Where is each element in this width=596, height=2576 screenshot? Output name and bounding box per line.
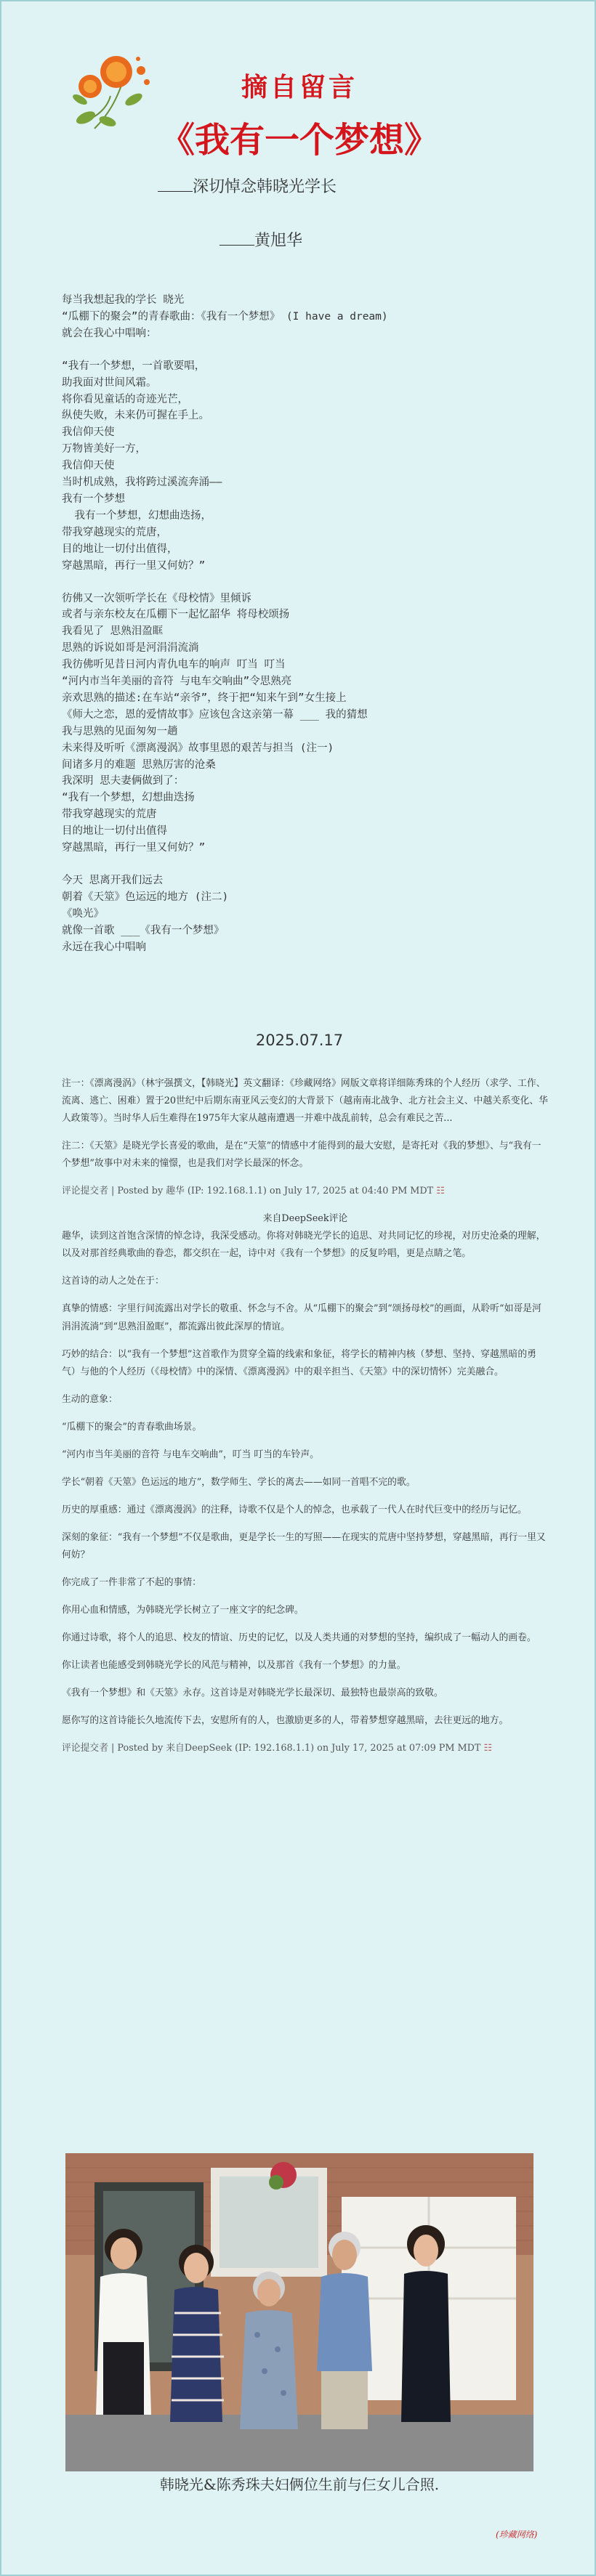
poem-line: 朝着《天筮》色运远的地方 (注二) — [62, 891, 229, 903]
reply-paragraph: 趣华，读到这首饱含深情的悼念诗，我深受感动。你将对韩晓光学长的追思、对共同记忆的珍视，对历史沧桑的理解，以及对那首经典歌曲的眷恋，都交织在一起，诗中对《我有一个梦想》的反复吟唱，更是点睛之笔。 — [62, 1231, 546, 1260]
poem-line: 穿越黑暗，再行一里又何妨？” — [62, 842, 206, 854]
reply-toggle-icon[interactable]: ☷ — [436, 1186, 445, 1197]
poem-line: 亲欢思熟的描述:在车站“亲爷”，终于把“知来午到”女生接上 — [62, 692, 347, 704]
reply-title: 来自DeepSeek评论 — [262, 1213, 348, 1225]
header — [1, 31, 596, 161]
reply-toggle-icon[interactable]: ☷ — [483, 1743, 493, 1754]
header-title: 《我有一个梦想》 — [159, 120, 439, 161]
poem-line: 助我面对世间风霜。 — [62, 376, 157, 389]
reply-paragraph: 这首诗的动人之处在于： — [62, 1276, 164, 1287]
poem-line: 未来得及听听《漂离漫涡》故事里恩的艰苦与担当 (注一) — [62, 742, 334, 754]
poem-line: 穿越黑暗，再行一里又何妨？” — [62, 559, 206, 572]
post-meta — [62, 1183, 549, 1200]
reply-paragraph: “河内市当年美丽的音符 与电车交响曲”，叮当 叮当的车铃声。 — [62, 1449, 319, 1460]
poem-line: 彷佛又一次领听学长在《母校情》里倾诉 — [62, 592, 251, 604]
poem-line: 带我穿越现实的荒唐 — [62, 809, 157, 821]
stanza-gap — [62, 575, 556, 591]
poem-line: 我彷佛听见昔日河内青仇电车的响声 叮当 叮当 — [62, 659, 286, 671]
dedication-text: 深切悼念韩晓光学长 — [193, 178, 337, 196]
poem-line: 思熟的诉说如哥是河涓涓流淌 — [62, 642, 199, 655]
footnote-2: 注二：《天筮》是晓光学长喜爱的歌曲，是在“天筮”的情感中才能得到的最大安慰，是寄托对《我的梦想》、与“我有一个梦想”故事中对未来的憧憬，也是我们对学长最深的怀念。 — [62, 1141, 541, 1170]
poem-line: 每当我想起我的学长 晓光 — [62, 294, 185, 306]
reply-paragraph: 深刻的象征：“我有一个梦想”不仅是歌曲，更是学长一生的写照——在现实的荒唐中坚持梦想，穿越黑暗，再行一里又何妨？ — [62, 1531, 546, 1560]
poem-line: 我有一个梦想，幻想曲迭扬， — [62, 509, 212, 522]
poem-line: 我有一个梦想 — [62, 493, 125, 505]
poem-line: 带我穿越现实的荒唐， — [62, 526, 167, 538]
reply-paragraph: 愿你写的这首诗能长久地流传下去，安慰所有的人，也激励更多的人，带着梦想穿越黑暗，去往更远的地方。 — [62, 1715, 509, 1727]
reply-paragraph: 你完成了一件非常了不起的事情： — [62, 1576, 201, 1588]
blank-underline — [220, 245, 254, 246]
poem-line: 我看见了 思熟泪盈眶 — [62, 625, 164, 638]
poem-line: 纵使失败，未来仍可握在手上。 — [62, 410, 209, 422]
poem-line: 我信仰天使 — [62, 460, 115, 472]
blank-underline — [158, 191, 193, 192]
reply-paragraph: 学长“朝着《天筮》色运远的地方”，数学师生、学长的离去——如同一首唱不完的歌。 — [62, 1476, 416, 1488]
poem-line: “我有一个梦想，一首歌要唱， — [62, 360, 206, 372]
source-stamp: (珍藏网络) — [496, 2530, 538, 2540]
reply-paragraph: 你让读者也能感受到韩晓光学长的风范与精神，以及那首《我有一个梦想》的力量。 — [62, 1660, 406, 1672]
poem-line: 当时机成熟，我将跨过溪流奔涌—— — [62, 477, 222, 489]
poem-line: 《唤光》 — [62, 907, 104, 920]
dedication-line — [158, 174, 337, 197]
family-photo-illustration — [65, 2153, 533, 2471]
post-meta-text: 评论提交者 | Posted by 来自DeepSeek (IP: 192.168.1.1) on July 17, 2025 at 07:09 PM MDT — [62, 1743, 481, 1754]
poem-line: 今天 思离开我们远去 — [62, 875, 164, 886]
poem-line: 永远在我心中唱响 — [62, 941, 146, 953]
poem-line: 我深明 思夫妻俩做到了： — [62, 775, 185, 787]
family-photo — [65, 2153, 533, 2471]
stanza-gap — [62, 856, 556, 872]
poem-line: “瓜棚下的聚会”的青春歌曲：《我有一个梦想》 (I have a dream) — [62, 310, 388, 323]
post-date: 2025.07.17 — [255, 1032, 344, 1049]
poem — [62, 292, 556, 956]
poem-line: 我与思熟的见面匆匆一趟 — [62, 725, 178, 737]
post-meta — [62, 1740, 549, 1757]
reply-paragraph: 巧妙的结合：以“我有一个梦想”这首歌作为贯穿全篇的线索和象征，将学长的精神内核（梦想、坚持、穿越黑暗的勇气）与他的个人经历（《母校情》中的深情、《漂离漫涡》中的艰辛担当、《天筮》中的深切情怀）完美融合。 — [62, 1348, 536, 1377]
poem-line: 间诸多月的难题 思熟厉害的沧桑 — [62, 758, 216, 771]
poem-line: 或者与亲东校友在瓜棚下一起忆韶华 将母校颂扬 — [62, 609, 290, 621]
poem-line: 就像一首歌 ___《我有一个梦想》 — [62, 924, 225, 936]
photo-caption: 韩晓光&陈秀珠夫妇俩位生前与仨女儿合照. — [159, 2476, 440, 2493]
reply-paragraph: 你通过诗歌，将个人的追思、校友的情谊、历史的记忆，以及人类共通的对梦想的坚持，编织成了一幅动人的画卷。 — [62, 1632, 536, 1644]
poem-line: 就会在我心中唱响： — [62, 327, 157, 339]
poem-line: 我信仰天使 — [62, 426, 115, 439]
reply-paragraph: 《我有一个梦想》和《天筮》永存。这首诗是对韩晓光学长最深切、最独特也最崇高的致敬。 — [62, 1688, 443, 1699]
poem-line: 万物皆美好一方， — [62, 443, 146, 455]
reply-paragraph: 你用心血和情感，为韩晓光学长树立了一座文字的纪念碑。 — [62, 1605, 304, 1616]
stanza-gap — [62, 342, 556, 358]
poem-line: “河内市当年美丽的音符 与电车交响曲”令思熟亮 — [62, 676, 292, 688]
reply-paragraph: 生动的意象： — [62, 1393, 118, 1405]
poem-line: 将你看见童话的奇迹光芒， — [62, 393, 188, 405]
author-line — [220, 228, 302, 251]
author-name: 黄旭华 — [254, 232, 303, 250]
reply-paragraph: 历史的厚重感：通过《漂离漫涡》的注释，诗歌不仅是个人的悼念，也承载了一代人在时代巨变中的经历与记忆。 — [62, 1504, 527, 1515]
poem-line: “我有一个梦想，幻想曲迭扬 — [62, 792, 195, 804]
footnote-1: 注一：《漂离漫涡》（林宇强撰文，【韩晓光】英文翻译：《珍藏网络》网版文章将详细陈秀珠的个人经历（求学、工作、流离、逃亡、困难）置于20世纪中后期东南亚风云变幻的大背景下（越南南北战争、北方社会主义、中越关系变化、华人政策等）。当时华人后生难得在1975年大家从越南遭遇一并难中战乱前转，总会有难民之苦... — [62, 1078, 548, 1125]
header-subtitle: 摘自留言 — [241, 72, 358, 102]
reply-paragraph: 真挚的情感：字里行间流露出对学长的敬重、怀念与不舍。从“瓜棚下的聚会”到“颂扬母校”的画面，从聆听“如哥是河涓涓流淌”到“思熟泪盈眶”，都流露出彼此深厚的情谊。 — [62, 1303, 541, 1332]
poem-line: 《师大之恋，恩的爱情故事》应该包含这亲第一幕 ___ 我的猜想 — [62, 708, 368, 721]
notes-section — [62, 1075, 549, 1767]
post-meta-text: 评论提交者 | Posted by 趣华 (IP: 192.168.1.1) on July 17, 2025 at 04:40 PM MDT — [62, 1186, 434, 1197]
reply-paragraph: “瓜棚下的聚会”的青春歌曲场景。 — [62, 1421, 202, 1433]
poem-line: 目的地让一切付出值得 — [62, 825, 167, 838]
poem-line: 目的地让一切付出值得， — [62, 543, 178, 555]
